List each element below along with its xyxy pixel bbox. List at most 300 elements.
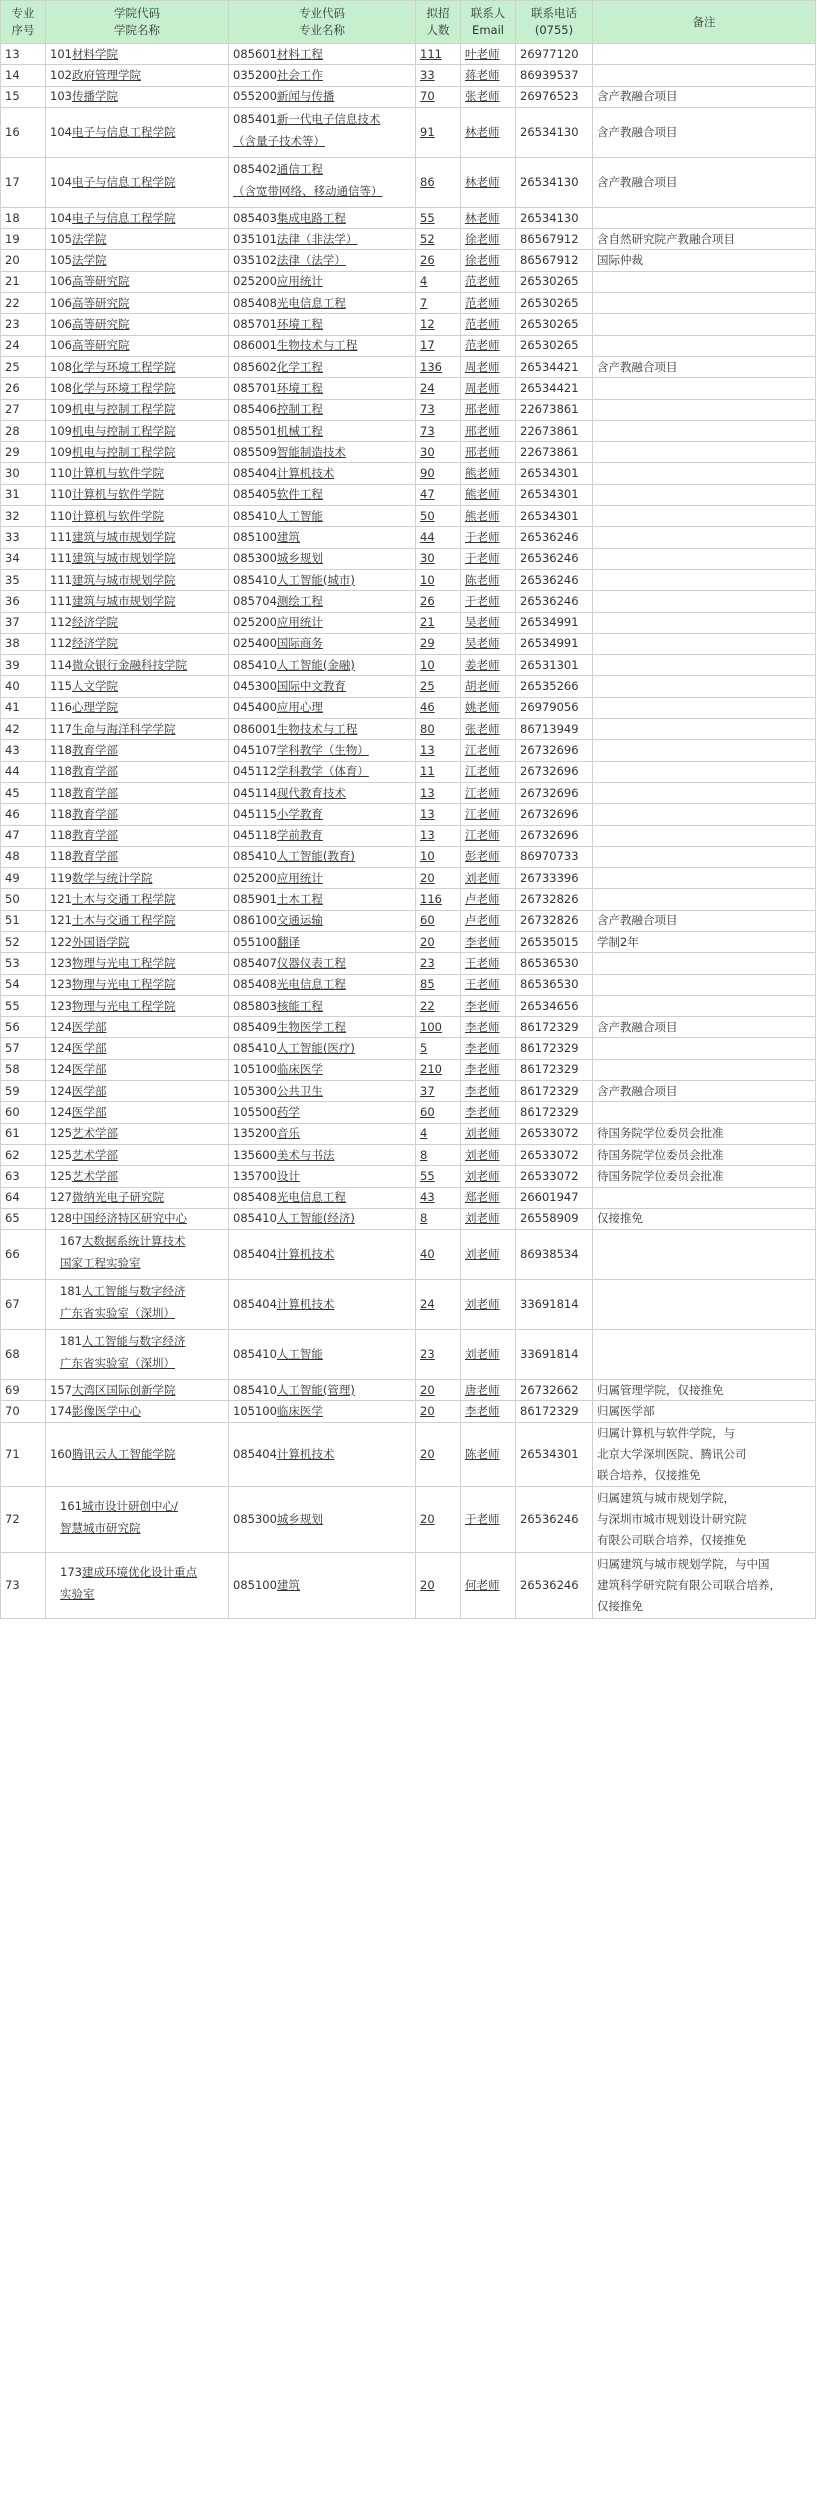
table-row	[1, 974, 816, 995]
contact-name: 吴老师	[465, 636, 500, 651]
college-name: 教育学部	[71, 828, 118, 843]
cell-note	[593, 399, 816, 420]
major-name: 控制工程	[276, 402, 323, 417]
cell-seq	[1, 761, 46, 782]
cell-seq	[1, 250, 46, 271]
college-name: 艺术学部	[71, 1168, 118, 1183]
cell-college	[46, 1401, 229, 1422]
phone-number: 26533072	[520, 1147, 579, 1162]
seq-number: 19	[5, 231, 20, 246]
cell-quota	[416, 910, 461, 931]
table-row	[1, 1401, 816, 1422]
contact-name: 张老师	[465, 89, 500, 104]
college-name: 物理与光电工程学院	[71, 977, 176, 992]
cell-major	[229, 612, 416, 633]
major-name: 生物技术与工程	[276, 721, 358, 736]
phone-number: 22673861	[520, 423, 579, 438]
cell-seq	[1, 1017, 46, 1038]
college-name: 化学与环境工程学院	[71, 359, 176, 374]
cell-major	[229, 569, 416, 590]
major-code: 085405	[233, 487, 277, 502]
cell-quota	[416, 1486, 461, 1552]
quota-number: 8	[420, 1211, 428, 1226]
major-code: 085410	[233, 508, 277, 523]
cell-college	[46, 1038, 229, 1059]
major-code: 085404	[233, 1446, 277, 1461]
cell-seq	[1, 1102, 46, 1123]
cell-contact	[461, 293, 516, 314]
cell-note	[593, 442, 816, 463]
cell-quota	[416, 1208, 461, 1229]
table-row	[1, 868, 816, 889]
college-name: 建筑与城市规划学院	[71, 572, 176, 587]
cell-major	[229, 378, 416, 399]
phone-number: 26732696	[520, 806, 579, 821]
major-name: 国际商务	[276, 636, 323, 651]
cell-quota	[416, 293, 461, 314]
major-code: 105500	[233, 1105, 277, 1119]
cell-note	[593, 1123, 816, 1144]
cell-seq	[1, 1486, 46, 1552]
table-row	[1, 1059, 816, 1080]
cell-phone	[516, 65, 593, 86]
college-name: 电子与信息工程学院	[71, 174, 176, 189]
cell-major	[229, 761, 416, 782]
major-name: 交通运输	[276, 913, 323, 928]
major-name: 光电信息工程	[276, 1190, 346, 1205]
cell-note	[593, 697, 816, 718]
cell-college	[46, 995, 229, 1016]
note-line: 含产教融合项目	[597, 89, 678, 104]
cell-phone	[516, 463, 593, 484]
contact-name: 刘老师	[465, 1297, 500, 1312]
seq-number: 39	[5, 657, 20, 672]
contact-name: 姚老师	[465, 700, 500, 715]
quota-number: 26	[420, 593, 435, 608]
major-name: 社会工作	[276, 67, 323, 82]
cell-quota	[416, 1102, 461, 1123]
college-name: 计算机与软件学院	[71, 487, 164, 502]
major-name: 光电信息工程	[276, 295, 346, 310]
college-code: 104	[50, 210, 72, 225]
college-code: 167	[60, 1234, 82, 1249]
seq-number: 20	[5, 253, 20, 268]
cell-phone	[516, 931, 593, 952]
contact-name: 李老师	[465, 998, 500, 1013]
cell-note	[593, 910, 816, 931]
cell-contact	[461, 953, 516, 974]
table-row	[1, 1330, 816, 1380]
phone-number: 33691814	[520, 1297, 579, 1312]
cell-note	[593, 463, 816, 484]
college-code: 174	[50, 1404, 72, 1419]
cell-seq	[1, 719, 46, 740]
table-row	[1, 399, 816, 420]
quota-number: 22	[420, 998, 435, 1013]
phone-number: 26534130	[520, 174, 579, 189]
cell-seq	[1, 974, 46, 995]
cell-quota	[416, 250, 461, 271]
cell-note	[593, 484, 816, 505]
cell-seq	[1, 420, 46, 441]
cell-quota	[416, 953, 461, 974]
cell-note	[593, 250, 816, 271]
cell-phone	[516, 527, 593, 548]
major-code: 105100	[233, 1404, 277, 1419]
major-name: 新一代电子信息技术	[276, 111, 381, 126]
table-row	[1, 655, 816, 676]
college-name: 计算机与软件学院	[71, 508, 164, 523]
table-row	[1, 107, 816, 157]
phone-number: 26534130	[520, 124, 579, 139]
cell-seq	[1, 44, 46, 65]
cell-phone	[516, 953, 593, 974]
phone-number: 86172329	[520, 1019, 579, 1034]
major-name: 人工智能	[276, 1347, 323, 1362]
cell-note	[593, 719, 816, 740]
cell-contact	[461, 761, 516, 782]
cell-phone	[516, 1330, 593, 1380]
college-name: 微纳光电子研究院	[71, 1190, 164, 1205]
note-line: 归属管理学院，仅接推免	[597, 1382, 724, 1397]
cell-major	[229, 953, 416, 974]
contact-name: 江老师	[465, 764, 500, 779]
cell-contact	[461, 1081, 516, 1102]
cell-college	[46, 1059, 229, 1080]
seq-number: 41	[5, 700, 20, 715]
major-code: 025400	[233, 636, 277, 651]
college-name: 机电与控制工程学院	[71, 423, 176, 438]
cell-note	[593, 889, 816, 910]
cell-college	[46, 676, 229, 697]
note-line: 含产教融合项目	[597, 124, 678, 139]
cell-quota	[416, 846, 461, 867]
cell-note	[593, 1038, 816, 1059]
cell-major	[229, 484, 416, 505]
phone-number: 86567912	[520, 231, 579, 246]
cell-quota	[416, 569, 461, 590]
cell-quota	[416, 931, 461, 952]
major-name: 机械工程	[276, 423, 323, 438]
table-row	[1, 442, 816, 463]
table-row	[1, 910, 816, 931]
contact-name: 陈老师	[465, 1446, 500, 1461]
major-name: 土木工程	[276, 892, 323, 907]
cell-note	[593, 1187, 816, 1208]
note-line: 归属建筑与城市规划学院，	[597, 1490, 735, 1505]
seq-number: 70	[5, 1404, 20, 1419]
cell-phone	[516, 207, 593, 228]
phone-number: 26530265	[520, 274, 579, 289]
cell-major	[229, 335, 416, 356]
major-name: 人工智能	[276, 508, 323, 523]
seq-number: 23	[5, 317, 20, 332]
major-code: 025200	[233, 274, 277, 289]
cell-contact	[461, 1038, 516, 1059]
phone-number: 26536246	[520, 572, 579, 587]
cell-quota	[416, 314, 461, 335]
cell-contact	[461, 868, 516, 889]
college-code: 110	[50, 466, 72, 481]
cell-seq	[1, 1208, 46, 1229]
college-code: 124	[50, 1041, 72, 1056]
cell-seq	[1, 995, 46, 1016]
major-name: 生物技术与工程	[276, 338, 358, 353]
college-code: 106	[50, 274, 72, 289]
cell-major	[229, 995, 416, 1016]
quota-number: 37	[420, 1083, 435, 1098]
seq-number: 67	[5, 1297, 20, 1312]
phone-number: 26534991	[520, 615, 579, 630]
phone-number: 26534301	[520, 1446, 579, 1461]
cell-phone	[516, 1123, 593, 1144]
cell-seq	[1, 1081, 46, 1102]
college-code: 109	[50, 423, 72, 438]
table-row	[1, 335, 816, 356]
major-code: 035200	[233, 67, 277, 82]
cell-contact	[461, 1144, 516, 1165]
cell-major	[229, 1081, 416, 1102]
major-code: 085404	[233, 466, 277, 481]
college-code: 115	[50, 679, 72, 694]
college-name: 法学院	[71, 253, 107, 268]
cell-college	[46, 931, 229, 952]
college-code: 118	[50, 742, 72, 757]
cell-note	[593, 1380, 816, 1401]
seq-number: 52	[5, 934, 20, 949]
table-row	[1, 314, 816, 335]
cell-seq	[1, 1280, 46, 1330]
contact-name: 邢老师	[465, 402, 500, 417]
cell-quota	[416, 335, 461, 356]
major-code: 055200	[233, 89, 277, 104]
cell-college	[46, 271, 229, 292]
cell-seq	[1, 910, 46, 931]
major-code: 085410	[233, 1382, 277, 1397]
cell-note	[593, 271, 816, 292]
college-name: 教育学部	[71, 806, 118, 821]
phone-number: 26536246	[520, 529, 579, 544]
quota-number: 33	[420, 67, 435, 82]
seq-number: 57	[5, 1041, 20, 1056]
major-name: 仪器仪表工程	[276, 955, 346, 970]
cell-quota	[416, 1059, 461, 1080]
cell-phone	[516, 804, 593, 825]
contact-name: 蒋老师	[465, 67, 500, 82]
phone-number: 86172329	[520, 1105, 579, 1119]
cell-quota	[416, 207, 461, 228]
major-code: 085300	[233, 1511, 277, 1526]
college-name: 教育学部	[71, 764, 118, 779]
phone-number: 86567912	[520, 253, 579, 268]
cell-quota	[416, 1144, 461, 1165]
note-line: 待国务院学位委员会批准	[597, 1168, 724, 1183]
major-name: 应用心理	[276, 700, 323, 715]
cell-quota	[416, 1422, 461, 1486]
contact-name: 王老师	[465, 955, 500, 970]
table-row	[1, 740, 816, 761]
cell-contact	[461, 463, 516, 484]
major-code: 085407	[233, 955, 277, 970]
cell-contact	[461, 676, 516, 697]
quota-number: 91	[420, 124, 435, 139]
cell-quota	[416, 676, 461, 697]
college-name: 医学部	[71, 1041, 107, 1056]
college-name: 外国语学院	[71, 934, 130, 949]
cell-contact	[461, 335, 516, 356]
college-code: 123	[50, 955, 72, 970]
quota-number: 30	[420, 551, 435, 566]
major-name: 建筑	[276, 1577, 300, 1592]
seq-number: 42	[5, 721, 20, 736]
table-row	[1, 697, 816, 718]
cell-seq	[1, 1230, 46, 1280]
major-code: 086100	[233, 913, 277, 928]
major-code: 035101	[233, 231, 277, 246]
quota-number: 20	[420, 1446, 435, 1461]
cell-quota	[416, 1280, 461, 1330]
contact-name: 唐老师	[465, 1382, 500, 1397]
quota-number: 111	[420, 46, 442, 61]
table-row	[1, 356, 816, 377]
cell-major	[229, 655, 416, 676]
cell-quota	[416, 825, 461, 846]
college-code: 124	[50, 1083, 72, 1098]
cell-college	[46, 1552, 229, 1618]
cell-major	[229, 356, 416, 377]
phone-number: 26536246	[520, 593, 579, 608]
college-code: 106	[50, 338, 72, 353]
quota-number: 44	[420, 529, 435, 544]
major-name: 计算机技术	[276, 1446, 335, 1461]
cell-major	[229, 719, 416, 740]
college-code: 181	[60, 1284, 82, 1299]
cell-phone	[516, 1208, 593, 1229]
cell-contact	[461, 633, 516, 654]
cell-note	[593, 569, 816, 590]
cell-contact	[461, 591, 516, 612]
major-name: 材料工程	[276, 46, 323, 61]
table-row	[1, 676, 816, 697]
quota-number: 73	[420, 423, 435, 438]
cell-note	[593, 229, 816, 250]
seq-number: 33	[5, 529, 20, 544]
table-row	[1, 527, 816, 548]
phone-number: 26530265	[520, 338, 579, 353]
cell-major	[229, 527, 416, 548]
cell-major	[229, 804, 416, 825]
college-name: 经济学院	[71, 615, 118, 630]
cell-note	[593, 1081, 816, 1102]
college-code: 118	[50, 828, 72, 843]
cell-college	[46, 1123, 229, 1144]
quota-number: 20	[420, 1511, 435, 1526]
seq-number: 62	[5, 1147, 20, 1162]
cell-major	[229, 1166, 416, 1187]
quota-number: 80	[420, 721, 435, 736]
cell-seq	[1, 1166, 46, 1187]
cell-note	[593, 44, 816, 65]
cell-note	[593, 1486, 816, 1552]
quota-number: 10	[420, 572, 435, 587]
cell-quota	[416, 804, 461, 825]
table-row	[1, 484, 816, 505]
major-code: 105300	[233, 1083, 277, 1098]
major-name: 环境工程	[276, 380, 323, 395]
college-code: 112	[50, 615, 72, 630]
cell-quota	[416, 1330, 461, 1380]
cell-quota	[416, 1552, 461, 1618]
cell-seq	[1, 399, 46, 420]
cell-major	[229, 399, 416, 420]
major-code: 085408	[233, 1190, 277, 1205]
seq-number: 64	[5, 1190, 20, 1205]
quota-number: 60	[420, 1105, 435, 1119]
college-code: 111	[50, 551, 72, 566]
contact-name: 姜老师	[465, 657, 500, 672]
cell-contact	[461, 442, 516, 463]
phone-number: 26534301	[520, 466, 579, 481]
cell-phone	[516, 335, 593, 356]
cell-college	[46, 1230, 229, 1280]
cell-contact	[461, 157, 516, 207]
phone-number: 26533072	[520, 1168, 579, 1183]
contact-name: 于老师	[465, 551, 500, 566]
table-row	[1, 420, 816, 441]
college-code: 118	[50, 785, 72, 800]
cell-phone	[516, 910, 593, 931]
seq-number: 25	[5, 359, 20, 374]
major-name: 翻译	[276, 934, 300, 949]
cell-quota	[416, 1187, 461, 1208]
cell-note	[593, 356, 816, 377]
contact-name: 郑老师	[465, 1190, 500, 1205]
quota-number: 11	[420, 764, 435, 779]
college-code: 125	[50, 1126, 72, 1141]
seq-number: 51	[5, 913, 20, 928]
cell-college	[46, 1422, 229, 1486]
college-name: 计算机与软件学院	[71, 466, 164, 481]
college-code: 111	[50, 593, 72, 608]
cell-major	[229, 868, 416, 889]
major-code: 085410	[233, 657, 277, 672]
cell-college	[46, 1166, 229, 1187]
table-row	[1, 1380, 816, 1401]
cell-note	[593, 1017, 816, 1038]
cell-contact	[461, 250, 516, 271]
college-name-line: 广东省实验室（深圳）	[60, 1306, 175, 1321]
college-code: 110	[50, 508, 72, 523]
quota-number: 55	[420, 1168, 435, 1183]
note-line: 含产教融合项目	[597, 913, 678, 928]
cell-seq	[1, 484, 46, 505]
major-name: 环境工程	[276, 317, 323, 332]
cell-college	[46, 868, 229, 889]
contact-name: 李老师	[465, 1083, 500, 1098]
phone-number: 86713949	[520, 721, 579, 736]
cell-college	[46, 399, 229, 420]
cell-phone	[516, 1017, 593, 1038]
cell-contact	[461, 1230, 516, 1280]
cell-phone	[516, 612, 593, 633]
cell-seq	[1, 86, 46, 107]
phone-number: 26533072	[520, 1126, 579, 1141]
college-name: 建筑与城市规划学院	[71, 593, 176, 608]
cell-major	[229, 463, 416, 484]
table-row	[1, 1144, 816, 1165]
cell-seq	[1, 378, 46, 399]
cell-note	[593, 782, 816, 803]
